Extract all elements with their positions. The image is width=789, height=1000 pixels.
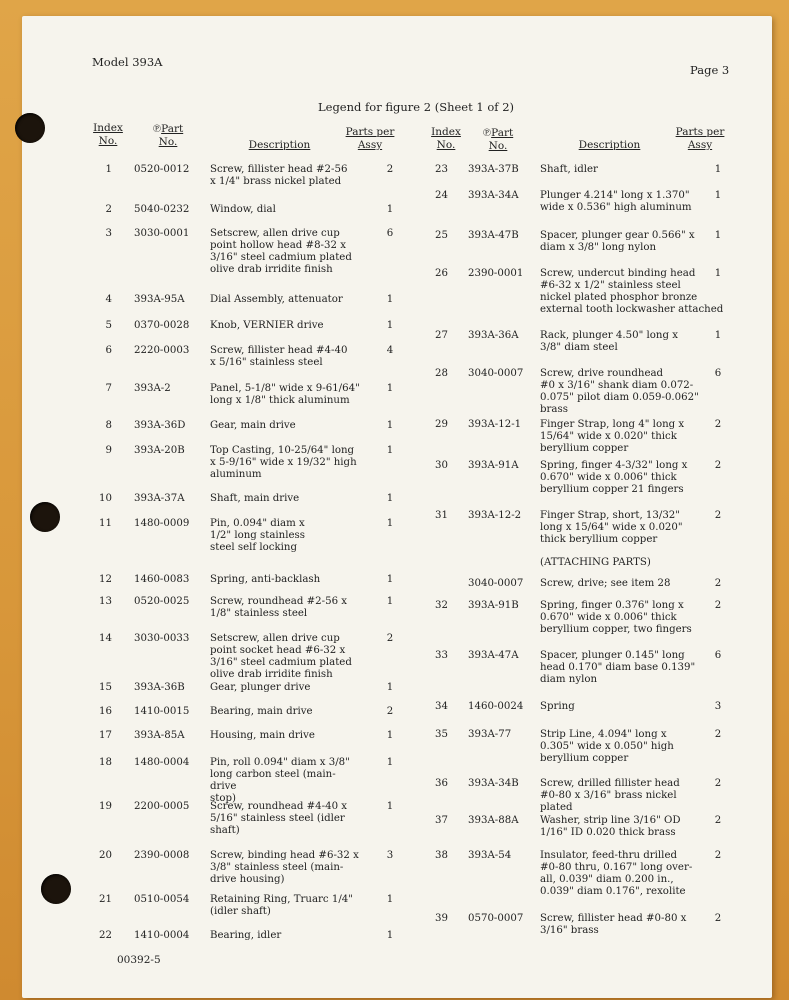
part-description: Shaft, idler	[540, 164, 598, 175]
part-description: Screw, drive roundhead #0 x 3/16" shank diam 0.072- 0.075" pilot diam 0.059-0.062" brass	[540, 368, 699, 415]
part-description: Top Casting, 10-25/64" long x 5-9/16" wide x 19/32" high aluminum	[210, 445, 357, 480]
parts-per-assembly: 3	[386, 850, 394, 861]
parts-per-assembly: 6	[714, 368, 722, 379]
part-number: 1480-0009	[134, 518, 190, 529]
item-index: 16	[99, 706, 112, 717]
parts-per-assembly: 1	[714, 190, 722, 201]
part-description: Retaining Ring, Truarc 1/4" (idler shaft)	[210, 894, 353, 917]
part-number: 0520-0025	[134, 596, 190, 607]
parts-per-assembly: 1	[386, 574, 394, 585]
part-description: Spacer, plunger gear 0.566" x diam x 3/8" long nylon	[540, 230, 695, 253]
parts-per-assembly: 1	[386, 383, 394, 394]
part-number: 1410-0004	[134, 930, 190, 941]
part-description: Panel, 5-1/8" wide x 9-61/64" long x 1/8" thick aluminum	[210, 383, 360, 406]
parts-per-assembly: 1	[386, 204, 394, 215]
parts-per-assembly: 1	[386, 596, 394, 607]
part-number: 393A-95A	[134, 294, 185, 305]
part-number: 393A-37A	[134, 493, 185, 504]
part-description: Screw, undercut binding head #6-32 x 1/2" stainless steel nickel plated phosphor bronze external tooth lockwasher attached	[540, 268, 724, 315]
part-description: Rack, plunger 4.50" long x 3/8" diam steel	[540, 330, 678, 353]
item-index: 37	[435, 815, 448, 826]
part-number: 393A-36B	[134, 682, 185, 693]
item-index: 15	[99, 682, 112, 693]
part-number: 2390-0001	[468, 268, 524, 279]
parts-per-assembly: 1	[714, 164, 722, 175]
part-description: Setscrew, allen drive cup point hollow head #8-32 x 3/16" steel cadmium plated olive drab irridite finish	[210, 228, 352, 275]
item-index: 20	[99, 850, 112, 861]
part-number: 393A-34B	[468, 778, 519, 789]
part-number: 393A-12-1	[468, 419, 522, 430]
part-number: 0520-0012	[134, 164, 190, 175]
part-description: Spring, finger 0.376" long x 0.670" wide x 0.006" thick beryllium copper, two fingers	[540, 600, 692, 635]
item-index: 39	[435, 913, 448, 924]
part-description: (ATTACHING PARTS)	[540, 557, 651, 568]
legend-title: Legend for figure 2 (Sheet 1 of 2)	[318, 100, 515, 114]
part-description: Screw, roundhead #2-56 x 1/8" stainless steel	[210, 596, 348, 619]
item-index: 26	[435, 268, 448, 279]
parts-per-assembly: 1	[386, 518, 394, 529]
part-number: 393A-12-2	[468, 510, 522, 521]
part-number: 393A-2	[134, 383, 171, 394]
part-description: Screw, drilled fillister head #0-80 x 3/16" brass nickel plated	[540, 778, 680, 813]
part-description: Washer, strip line 3/16" OD 1/16" ID 0.020 thick brass	[540, 815, 681, 838]
item-index: 31	[435, 510, 448, 521]
parts-per-assembly: 1	[386, 757, 394, 768]
part-description: Spring, anti-backlash	[210, 574, 321, 585]
parts-per-assembly: 2	[714, 578, 722, 589]
part-number: 393A-47B	[468, 230, 519, 241]
header-index-right: Index No.	[431, 126, 461, 151]
part-number: 3040-0007	[468, 578, 524, 589]
item-index: 4	[105, 294, 112, 305]
item-index: 23	[435, 164, 448, 175]
part-description: Bearing, main drive	[210, 706, 313, 717]
hp-logo-icon: ℗	[482, 126, 492, 139]
document-code: 00392-5	[117, 954, 161, 966]
parts-per-assembly: 1	[386, 420, 394, 431]
parts-per-assembly: 1	[386, 320, 394, 331]
parts-per-assembly: 1	[386, 294, 394, 305]
part-description: Strip Line, 4.094" long x 0.305" wide x 0.050" high beryllium copper	[540, 729, 674, 764]
item-index: 34	[435, 701, 448, 712]
parts-per-assembly: 1	[386, 682, 394, 693]
parts-per-assembly: 2	[714, 729, 722, 740]
item-index: 6	[105, 345, 112, 356]
part-number: 3030-0001	[134, 228, 190, 239]
part-number: 1460-0024	[468, 701, 524, 712]
parts-per-assembly: 2	[714, 460, 722, 471]
part-description: Knob, VERNIER drive	[210, 320, 324, 331]
part-description: Housing, main drive	[210, 730, 315, 741]
part-description: Insulator, feed-thru drilled #0-80 thru, 0.167" long over- all, 0.039" diam 0.200 in., 0.039" diam 0.176", rexolite	[540, 850, 693, 897]
part-description: Screw, drive; see item 28	[540, 578, 671, 589]
parts-per-assembly: 1	[386, 445, 394, 456]
part-description: Finger Strap, short, 13/32" long x 15/64" wide x 0.020" thick beryllium copper	[540, 510, 683, 545]
part-number: 1410-0015	[134, 706, 190, 717]
part-description: Screw, roundhead #4-40 x 5/16" stainless steel (idler shaft)	[210, 801, 348, 836]
parts-per-assembly: 3	[714, 701, 722, 712]
item-index: 29	[435, 419, 448, 430]
part-description: Spacer, plunger 0.145" long head 0.170" diam base 0.139" diam nylon	[540, 650, 696, 685]
document-page	[22, 16, 772, 998]
part-number: 393A-20B	[134, 445, 185, 456]
part-number: 2200-0005	[134, 801, 190, 812]
item-index: 32	[435, 600, 448, 611]
header-parts-per-right: Parts per Assy	[675, 126, 725, 151]
header-description-left: Description	[248, 139, 311, 151]
page-number: Page 3	[690, 63, 730, 77]
part-number: 3040-0007	[468, 368, 524, 379]
item-index: 17	[99, 730, 112, 741]
parts-per-assembly: 2	[714, 419, 722, 430]
item-index: 14	[99, 633, 112, 644]
item-index: 19	[99, 801, 112, 812]
parts-per-assembly: 1	[386, 730, 394, 741]
parts-per-assembly: 1	[386, 894, 394, 905]
part-description: Screw, binding head #6-32 x 3/8" stainless steel (main- drive housing)	[210, 850, 359, 885]
header-part-left: ℗Part No.	[152, 122, 184, 148]
item-index: 36	[435, 778, 448, 789]
part-number: 1460-0083	[134, 574, 190, 585]
parts-per-assembly: 1	[386, 801, 394, 812]
part-number: 2220-0003	[134, 345, 190, 356]
item-index: 2	[105, 204, 112, 215]
part-description: Screw, fillister head #2-56 x 1/4" brass nickel plated	[210, 164, 348, 187]
model-label: Model 393A	[92, 55, 163, 69]
parts-per-assembly: 1	[386, 493, 394, 504]
part-number: 393A-77	[468, 729, 512, 740]
item-index: 8	[105, 420, 112, 431]
parts-per-assembly: 2	[714, 815, 722, 826]
binder-hole	[15, 113, 45, 143]
part-number: 393A-47A	[468, 650, 519, 661]
item-index: 13	[99, 596, 112, 607]
parts-per-assembly: 2	[714, 510, 722, 521]
item-index: 30	[435, 460, 448, 471]
parts-per-assembly: 1	[714, 230, 722, 241]
part-number: 393A-37B	[468, 164, 519, 175]
header-parts-per-left: Parts per Assy	[345, 126, 395, 151]
part-description: Pin, 0.094" diam x 1/2" long stainless steel self locking	[210, 518, 305, 553]
part-description: Shaft, main drive	[210, 493, 300, 504]
part-number: 393A-88A	[468, 815, 519, 826]
part-description: Gear, plunger drive	[210, 682, 311, 693]
part-description: Gear, main drive	[210, 420, 296, 431]
part-number: 393A-54	[468, 850, 512, 861]
part-number: 393A-91B	[468, 600, 519, 611]
header-description-right: Description	[578, 139, 641, 151]
item-index: 27	[435, 330, 448, 341]
part-description: Screw, fillister head #0-80 x 3/16" brass	[540, 913, 687, 936]
item-index: 28	[435, 368, 448, 379]
binder-hole	[41, 874, 71, 904]
part-description: Window, dial	[210, 204, 276, 215]
parts-per-assembly: 6	[386, 228, 394, 239]
hp-logo-icon: ℗	[152, 122, 162, 135]
part-number: 393A-91A	[468, 460, 519, 471]
parts-per-assembly: 2	[714, 778, 722, 789]
item-index: 3	[105, 228, 112, 239]
item-index: 9	[105, 445, 112, 456]
item-index: 7	[105, 383, 112, 394]
parts-per-assembly: 4	[386, 345, 394, 356]
header-index-left: Index No.	[93, 122, 123, 147]
binder-hole	[30, 502, 60, 532]
item-index: 5	[105, 320, 112, 331]
item-index: 24	[435, 190, 448, 201]
part-description: Spring	[540, 701, 575, 712]
header-part-right: ℗Part No.	[482, 126, 514, 152]
part-number: 2390-0008	[134, 850, 190, 861]
item-index: 38	[435, 850, 448, 861]
part-description: Spring, finger 4-3/32" long x 0.670" wide x 0.006" thick beryllium copper 21 fingers	[540, 460, 688, 495]
item-index: 21	[99, 894, 112, 905]
item-index: 35	[435, 729, 448, 740]
part-number: 393A-36D	[134, 420, 186, 431]
part-description: Finger Strap, long 4" long x 15/64" wide x 0.020" thick beryllium copper	[540, 419, 685, 454]
parts-per-assembly: 2	[714, 913, 722, 924]
item-index: 25	[435, 230, 448, 241]
part-description: Screw, fillister head #4-40 x 5/16" stainless steel	[210, 345, 348, 368]
parts-per-assembly: 2	[386, 164, 394, 175]
item-index: 12	[99, 574, 112, 585]
part-description: Plunger 4.214" long x 1.370" wide x 0.536" high aluminum	[540, 190, 692, 213]
parts-per-assembly: 2	[714, 850, 722, 861]
part-description: Dial Assembly, attenuator	[210, 294, 343, 305]
part-number: 393A-85A	[134, 730, 185, 741]
parts-per-assembly: 2	[386, 633, 394, 644]
part-number: 3030-0033	[134, 633, 190, 644]
part-number: 393A-36A	[468, 330, 519, 341]
parts-per-assembly: 1	[714, 268, 722, 279]
part-number: 5040-0232	[134, 204, 190, 215]
parts-per-assembly: 1	[386, 930, 394, 941]
parts-per-assembly: 2	[386, 706, 394, 717]
parts-per-assembly: 6	[714, 650, 722, 661]
part-number: 393A-34A	[468, 190, 519, 201]
part-number: 0370-0028	[134, 320, 190, 331]
item-index: 11	[99, 518, 112, 529]
part-description: Bearing, idler	[210, 930, 282, 941]
part-number: 1480-0004	[134, 757, 190, 768]
parts-per-assembly: 1	[714, 330, 722, 341]
item-index: 18	[99, 757, 112, 768]
item-index: 33	[435, 650, 448, 661]
parts-per-assembly: 2	[714, 600, 722, 611]
part-number: 0570-0007	[468, 913, 524, 924]
item-index: 10	[99, 493, 112, 504]
part-number: 0510-0054	[134, 894, 190, 905]
part-description: Setscrew, allen drive cup point socket head #6-32 x 3/16" steel cadmium plated olive drab irridite finish	[210, 633, 352, 680]
part-description: Pin, roll 0.094" diam x 3/8" long carbon steel (main-drive stop)	[210, 757, 350, 804]
item-index: 22	[99, 930, 112, 941]
item-index: 1	[105, 164, 112, 175]
